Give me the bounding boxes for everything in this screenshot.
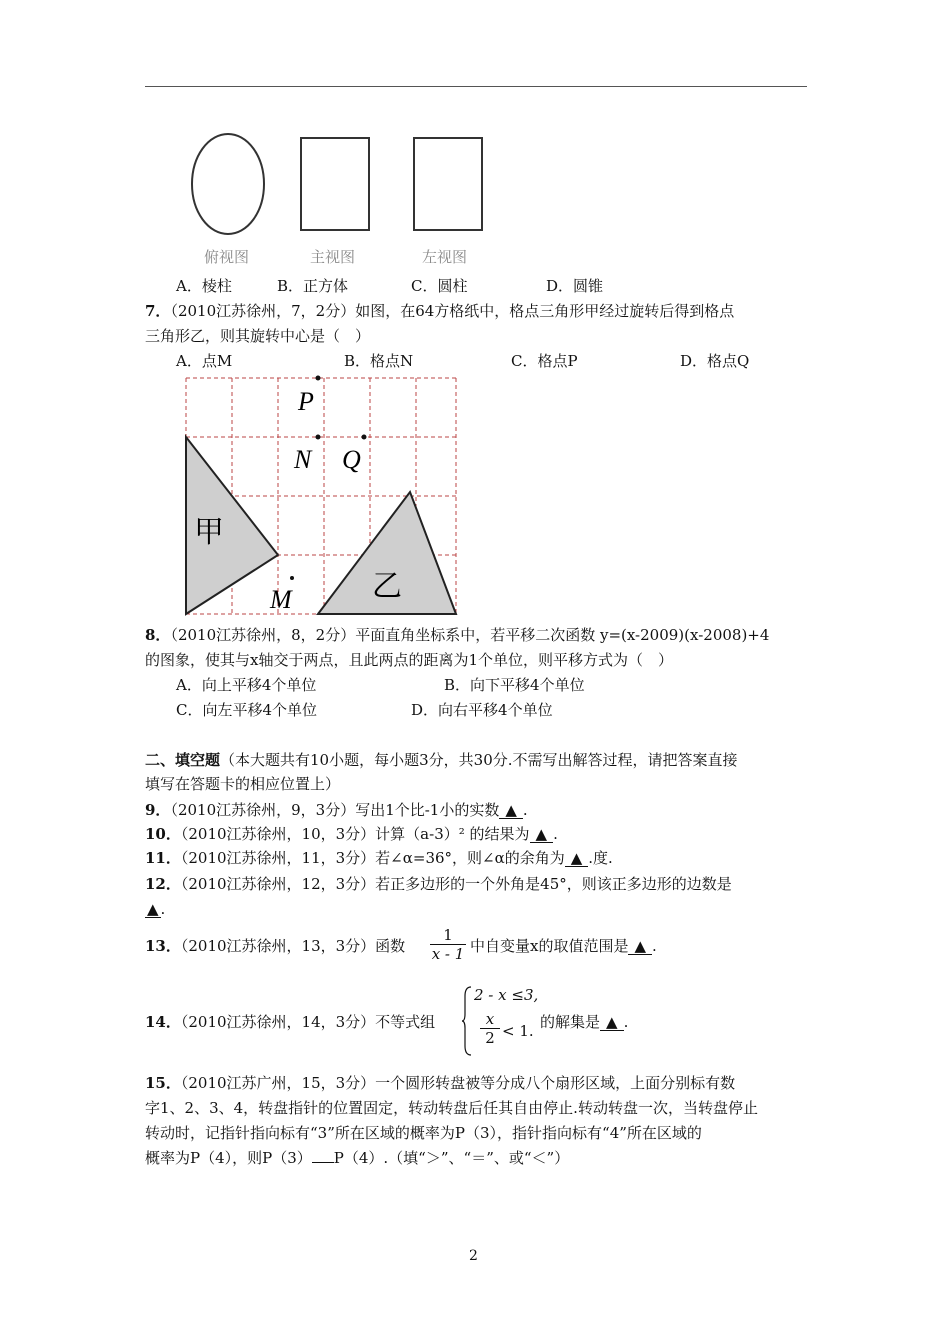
label-p: P (298, 387, 314, 416)
q6-option-a: A．棱柱 (176, 277, 232, 295)
q13 (145, 936, 405, 956)
section2-title: 二、填空题 (145, 751, 221, 769)
q7-option-c: C．格点P (511, 352, 578, 370)
q15-text-4a: 概率为P（4），则P（3） (145, 1149, 312, 1167)
q14 (145, 1012, 435, 1032)
q12-line-2: ▲ . (147, 900, 166, 918)
q13-rest: 中自变量x的取值范围是 ▲ . (470, 937, 657, 955)
q7-option-b: B．格点N (344, 352, 414, 370)
q11-suffix: .度. (588, 849, 613, 867)
section2-heading (145, 750, 738, 770)
point-q (362, 435, 367, 440)
q8-option-d: D．向右平移4个单位 (411, 701, 553, 719)
q10: 10．（2010江苏徐州，10，3分）计算（a-3）² 的结果为 ▲ . (145, 825, 558, 843)
q8-text: （2010江苏徐州，8，2分）平面直角坐标系中，若平移二次函数 y=(x-2009)(x-2008)+4 (170, 626, 770, 644)
front-view-label: 主视图 (310, 248, 356, 266)
q13-frac-den: x - 1 (431, 945, 465, 963)
q15-line-1 (145, 1073, 735, 1093)
q14-ineq-2-rest: < 1. (502, 1022, 534, 1040)
q11-number: 11． (145, 849, 181, 867)
q6-option-c: C．圆柱 (411, 277, 468, 295)
grid-figure (180, 374, 460, 618)
q14-text: （2010江苏徐州，14，3分）不等式组 (180, 1013, 436, 1031)
q10-number: 10． (145, 825, 181, 843)
section2-desc-2: 填写在答题卡的相应位置上） (145, 775, 341, 793)
grid-drawing (180, 374, 460, 618)
q8-option-b: B．向下平移4个单位 (444, 676, 585, 694)
q8-option-a: A．向上平移4个单位 (176, 676, 317, 694)
q14-rest: 的解集是 ▲ . (540, 1013, 629, 1031)
q13-frac-num: 1 (430, 926, 466, 945)
point-p (316, 376, 321, 381)
q15-text: （2010江苏广州，15，3分）一个圆形转盘被等分成八个扇形区域，上面分别标有数 (180, 1074, 736, 1092)
q8-number: 8． (145, 626, 171, 644)
q14-text-2: 的解集是 (540, 1013, 601, 1031)
q8-line-1 (145, 625, 769, 645)
q15-line-2: 字1、2、3、4，转盘指针的位置固定，转动转盘后任其自由停止.转动转盘一次，当转盘停止 (145, 1099, 758, 1117)
q12-answer-blank: ▲ (147, 900, 159, 918)
page-number: 2 (469, 1248, 478, 1264)
q15-line-4 (145, 1148, 569, 1168)
header-rule (145, 86, 807, 87)
q15-answer-blank (312, 1162, 334, 1163)
q14-brace (462, 986, 472, 1056)
front-view-rect (301, 138, 369, 230)
q7-text: （2010江苏徐州，7，2分）如图，在64方格纸中，格点三角形甲经过旋转后得到格点 (170, 302, 735, 320)
q8-line-2: 的图象，使其与x轴交于两点，且此两点的距离为1个单位，则平移方式为（ ） (145, 651, 674, 669)
label-jia: 甲 (194, 515, 224, 550)
point-n (316, 435, 321, 440)
q15-line-3: 转动时，记指针指向标有“3”所在区域的概率为P（3），指针指向标有“4”所在区域的 (145, 1124, 702, 1142)
q13-text-2: 中自变量x的取值范围是 (470, 937, 629, 955)
q14-answer-blank: ▲ (600, 1014, 624, 1031)
q13-fraction (430, 926, 466, 963)
q13-number: 13． (145, 937, 181, 955)
q7-line-2: 三角形乙，则其旋转中心是（ ） (145, 327, 371, 345)
three-views-figure (180, 130, 500, 270)
q7-line-1 (145, 301, 734, 321)
label-m: M (270, 585, 292, 614)
q14-fraction (480, 1010, 500, 1047)
q15-number: 15． (145, 1074, 181, 1092)
q14-number: 14． (145, 1013, 181, 1031)
label-n: N (294, 445, 312, 474)
q13-text: （2010江苏徐州，13，3分）函数 (180, 937, 406, 955)
top-view-ellipse (192, 134, 264, 234)
q7-number: 7． (145, 302, 171, 320)
q14-ineq-1: 2 - x ≤3, (474, 986, 539, 1004)
top-view-label: 俯视图 (204, 248, 250, 266)
q15-text-4b: P（4）.（填“＞”、“＝”、或“＜”） (333, 1149, 570, 1167)
q10-answer-blank: ▲ (530, 826, 554, 843)
q6-option-d: D．圆锥 (546, 277, 604, 295)
q8-option-c: C．向左平移4个单位 (176, 701, 318, 719)
q11-text: （2010江苏徐州，11，3分）若∠α=36°，则∠α的余角为 (180, 849, 565, 867)
q11-answer-blank: ▲ (565, 850, 589, 867)
label-yi: 乙 (372, 569, 402, 604)
section2-desc: （本大题共有10小题，每小题3分，共30分.不需写出解答过程，请把答案直接 (220, 751, 738, 769)
q14-frac-den: 2 (485, 1029, 495, 1047)
q9-text: （2010江苏徐州，9，3分）写出1个比-1小的实数 (170, 801, 500, 819)
q7-option-a: A．点M (176, 352, 233, 370)
side-view-label: 左视图 (422, 248, 468, 266)
q12-text: （2010江苏徐州，12，3分）若正多边形的一个外角是45°，则该正多边形的边数是 (180, 875, 732, 893)
q13-answer-blank: ▲ (628, 938, 652, 955)
q9-answer-blank: ▲ (499, 802, 523, 819)
q9: 9．（2010江苏徐州，9，3分）写出1个比-1小的实数 ▲ . (145, 801, 528, 819)
side-view-rect (414, 138, 482, 230)
label-q: Q (342, 445, 361, 474)
q12-number: 12． (145, 875, 181, 893)
q7-option-d: D．格点Q (680, 352, 750, 370)
point-m (290, 576, 294, 580)
q11 (145, 848, 613, 868)
q12 (145, 874, 732, 894)
q6-option-b: B．正方体 (277, 277, 349, 295)
q10-text: （2010江苏徐州，10，3分）计算（a-3）² 的结果为 (180, 825, 530, 843)
q14-frac-num: x (480, 1010, 500, 1029)
q9-number: 9． (145, 801, 171, 819)
